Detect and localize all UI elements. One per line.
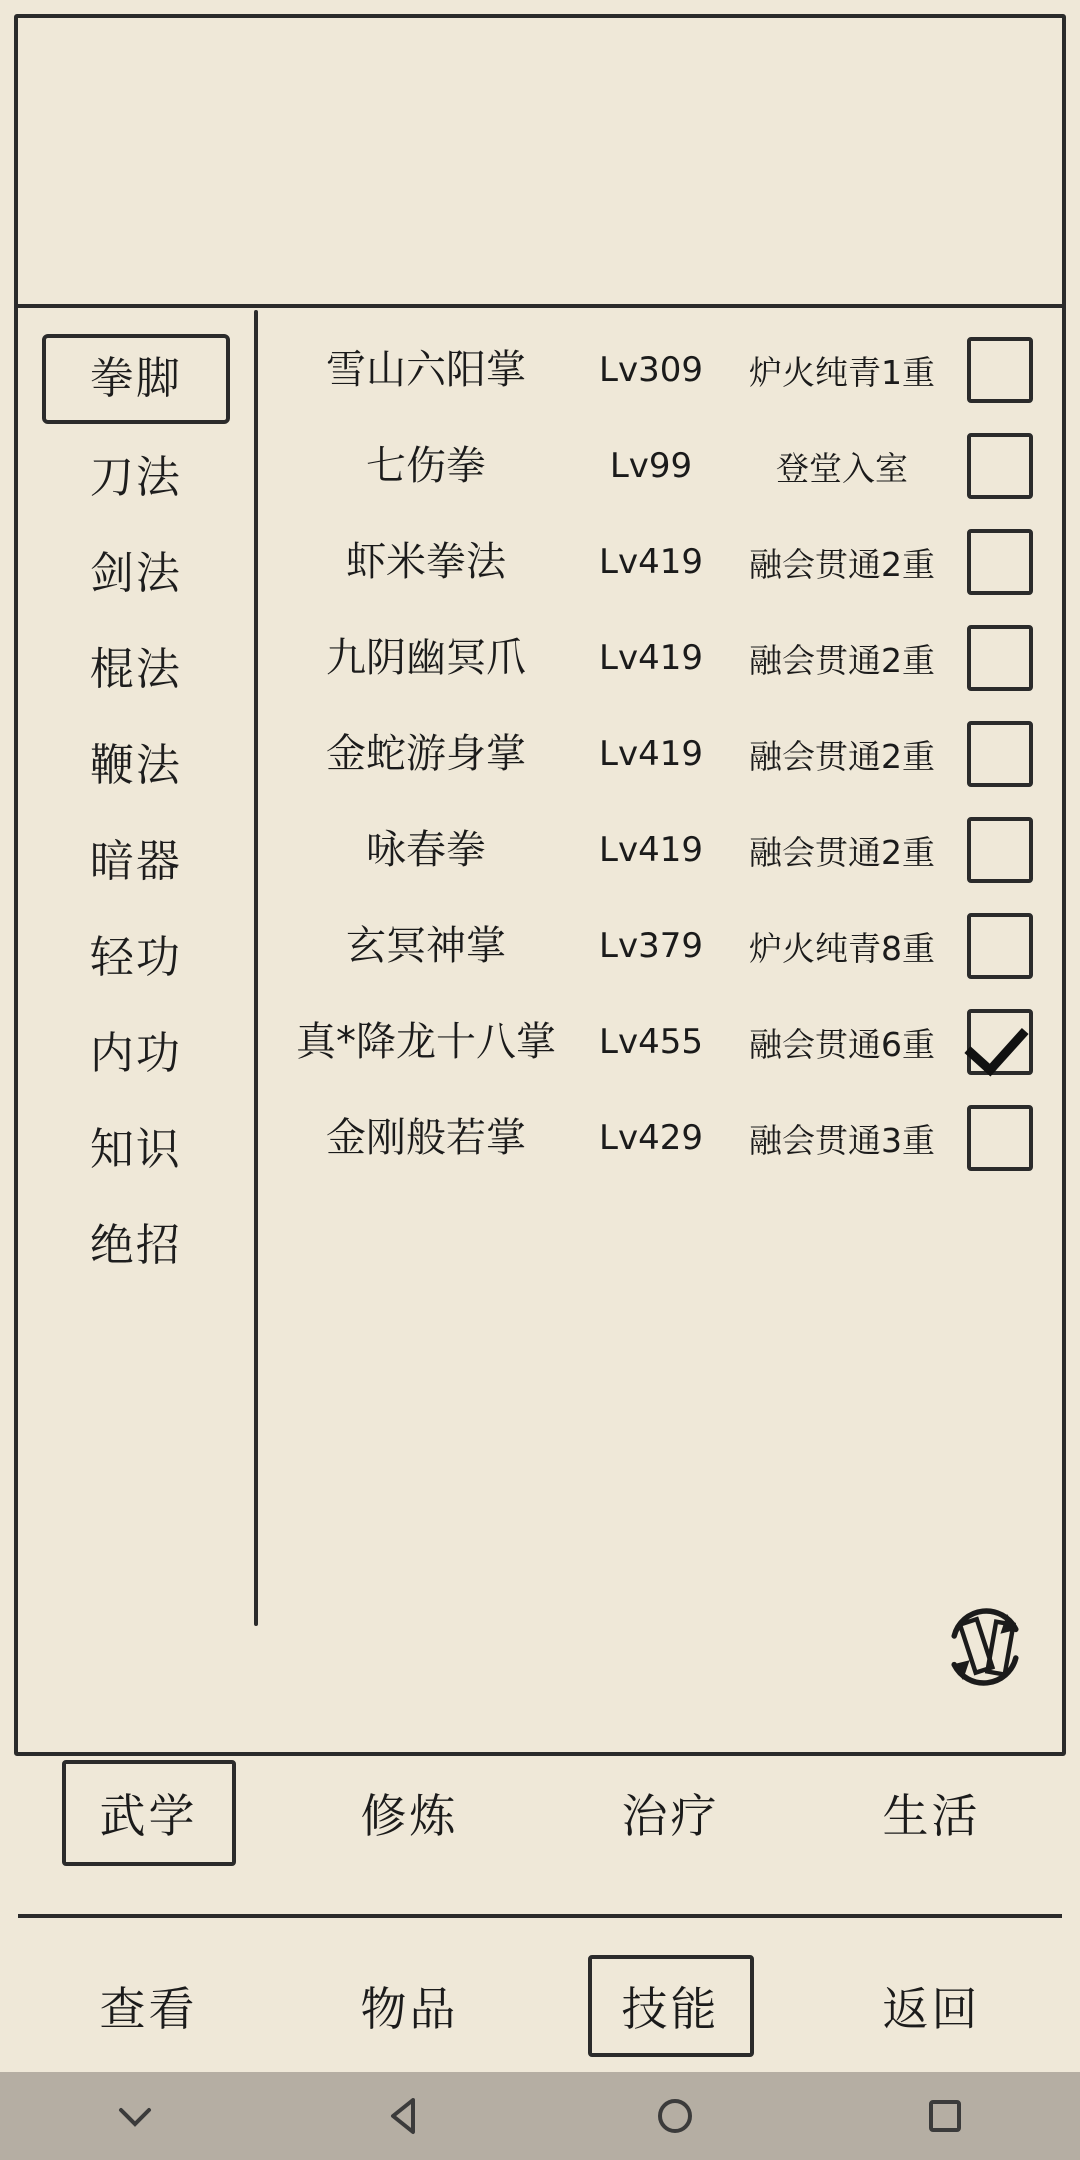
bottom-button-label: 返回	[882, 1982, 981, 2036]
recents-square-icon[interactable]	[915, 2086, 975, 2146]
skill-level: Lv429	[599, 1118, 703, 1158]
category-item-label: 拳脚	[89, 353, 182, 404]
category-item-label: 刀法	[89, 452, 182, 503]
skill-checkbox-cell	[958, 721, 1042, 787]
tab-0[interactable]	[18, 1760, 279, 1866]
category-item-label: 暗器	[89, 836, 182, 887]
category-item-1[interactable]	[36, 430, 236, 526]
tab-label: 武学	[62, 1760, 236, 1866]
skill-name: 金蛇游身掌	[326, 730, 526, 777]
skill-stage: 炉火纯青1重	[749, 352, 935, 392]
android-nav-bar	[0, 2072, 1080, 2160]
category-item-6[interactable]	[36, 910, 236, 1006]
category-item-label: 知识	[89, 1124, 182, 1175]
skill-stage: 融会贯通2重	[749, 736, 935, 776]
skill-name: 真*降龙十八掌	[296, 1018, 556, 1065]
bottom-button-label: 技能	[588, 1955, 754, 2057]
category-item-label: 绝招	[89, 1220, 182, 1271]
skill-level: Lv379	[599, 926, 703, 966]
skill-checkbox[interactable]	[967, 817, 1033, 883]
skill-level: Lv419	[599, 830, 703, 870]
chevron-down-icon[interactable]	[105, 2086, 165, 2146]
skill-checkbox-cell	[958, 337, 1042, 403]
tab-3[interactable]	[801, 1764, 1062, 1862]
skill-name: 雪山六阳掌	[326, 346, 526, 393]
skill-name: 咏春拳	[366, 826, 486, 873]
skill-checkbox[interactable]	[967, 529, 1033, 595]
category-item-3[interactable]	[36, 622, 236, 718]
skill-name: 九阴幽冥爪	[326, 634, 526, 681]
skill-checkbox[interactable]	[967, 625, 1033, 691]
category-item-7[interactable]	[36, 1006, 236, 1102]
skill-row[interactable]	[258, 418, 1062, 514]
category-item-0[interactable]	[42, 334, 230, 424]
category-item-9[interactable]	[36, 1198, 236, 1294]
skill-checkbox-cell	[958, 1009, 1042, 1075]
category-item-label: 棍法	[89, 644, 182, 695]
skill-row[interactable]	[258, 322, 1062, 418]
skill-level: Lv419	[599, 734, 703, 774]
skill-checkbox-cell	[958, 1105, 1042, 1171]
skill-checkbox[interactable]	[967, 721, 1033, 787]
tab-2[interactable]	[540, 1764, 801, 1862]
category-item-4[interactable]	[36, 718, 236, 814]
skill-checkbox-cell	[958, 913, 1042, 979]
skill-stage: 登堂入室	[776, 448, 908, 488]
skill-stage: 融会贯通3重	[749, 1120, 935, 1160]
skill-stage: 融会贯通2重	[749, 640, 935, 680]
tab-label: 治疗	[621, 1789, 720, 1843]
bottom-button-0[interactable]	[18, 1959, 279, 2053]
skill-row[interactable]	[258, 610, 1062, 706]
bottom-button-bar	[18, 1936, 1062, 2076]
skill-row[interactable]	[258, 994, 1062, 1090]
skill-checkbox[interactable]	[967, 913, 1033, 979]
skill-level: Lv99	[609, 446, 693, 486]
skill-checkbox[interactable]	[967, 1009, 1033, 1075]
skill-name: 玄冥神掌	[346, 922, 506, 969]
skill-checkbox-cell	[958, 817, 1042, 883]
skill-checkbox-cell	[958, 529, 1042, 595]
skill-name: 金刚般若掌	[326, 1114, 526, 1161]
skill-row[interactable]	[258, 514, 1062, 610]
tab-1[interactable]	[279, 1764, 540, 1862]
skill-name: 虾米拳法	[346, 538, 506, 585]
bottom-button-label: 物品	[360, 1982, 459, 2036]
skill-row[interactable]	[258, 1090, 1062, 1186]
skill-level: Lv419	[599, 638, 703, 678]
top-info-panel	[18, 18, 1062, 304]
category-item-2[interactable]	[36, 526, 236, 622]
skill-level: Lv455	[599, 1022, 703, 1062]
category-item-label: 剑法	[89, 548, 182, 599]
bottom-button-2[interactable]	[540, 1955, 801, 2057]
skill-list	[258, 308, 1062, 1716]
skill-row[interactable]	[258, 802, 1062, 898]
category-list	[18, 308, 254, 1716]
tab-label: 修炼	[360, 1789, 459, 1843]
bottom-button-label: 查看	[99, 1982, 198, 2036]
skill-checkbox-cell	[958, 433, 1042, 499]
bottom-button-3[interactable]	[801, 1959, 1062, 2053]
back-triangle-icon[interactable]	[375, 2086, 435, 2146]
skill-row[interactable]	[258, 706, 1062, 802]
category-item-label: 轻功	[89, 932, 182, 983]
tab-label: 生活	[882, 1789, 981, 1843]
refresh-icon[interactable]	[930, 1592, 1040, 1702]
skill-level: Lv419	[599, 542, 703, 582]
category-item-label: 内功	[89, 1028, 182, 1079]
skill-stage: 融会贯通2重	[749, 832, 935, 872]
skill-stage: 融会贯通6重	[749, 1024, 935, 1064]
skill-stage: 炉火纯青8重	[749, 928, 935, 968]
skill-row[interactable]	[258, 898, 1062, 994]
home-circle-icon[interactable]	[645, 2086, 705, 2146]
category-item-8[interactable]	[36, 1102, 236, 1198]
skill-level: Lv309	[599, 350, 703, 390]
skill-checkbox-cell	[958, 625, 1042, 691]
category-item-5[interactable]	[36, 814, 236, 910]
skill-checkbox[interactable]	[967, 337, 1033, 403]
bottom-button-1[interactable]	[279, 1959, 540, 2053]
skill-name: 七伤拳	[366, 442, 486, 489]
divider-bottom	[18, 1914, 1062, 1918]
skill-stage: 融会贯通2重	[749, 544, 935, 584]
tab-bar	[18, 1738, 1062, 1888]
skill-checkbox[interactable]	[967, 1105, 1033, 1171]
skill-checkbox[interactable]	[967, 433, 1033, 499]
main-content	[18, 308, 1062, 1716]
category-item-label: 鞭法	[89, 740, 182, 791]
